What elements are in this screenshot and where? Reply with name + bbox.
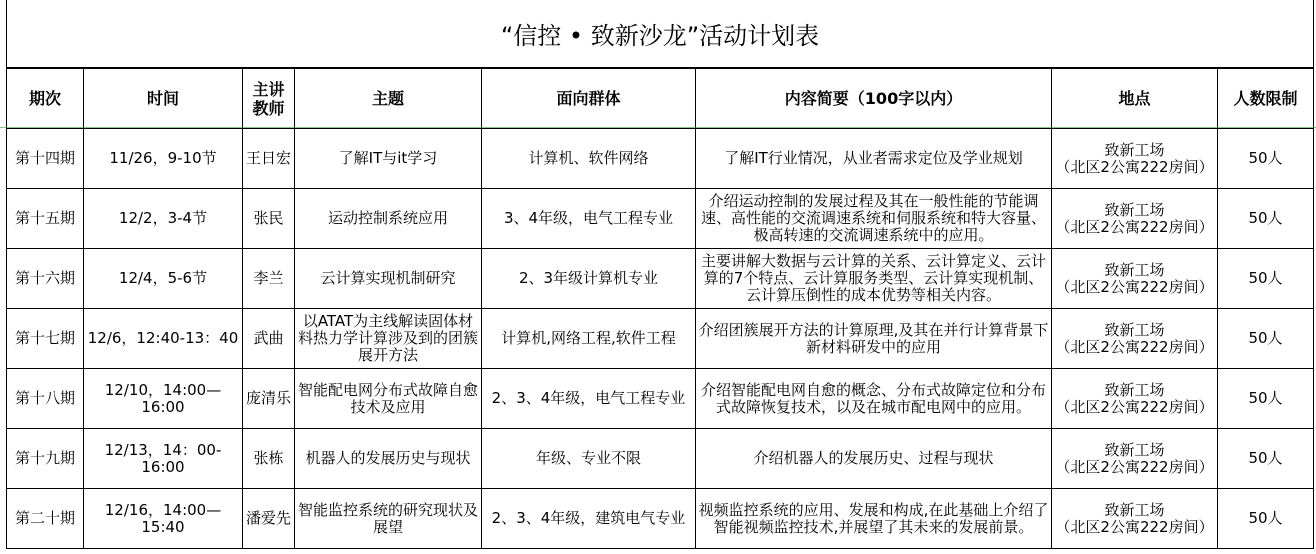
cell-content[interactable]: 主要讲解大数据与云计算的关系、云计算定义、云计算的7个特点、云计算服务类型、云计算实现机制、云计算压倒性的成本优势等相关内容。 [696,249,1052,309]
location-name: 致新工场 [1104,260,1165,279]
cell-time[interactable]: 12/4，5-6节 [84,249,243,309]
location-name: 致新工场 [1104,320,1165,339]
location-name: 致新工场 [1104,380,1165,399]
cell-topic[interactable]: 智能监控系统的研究现状及展望 [295,489,482,549]
cell-teacher[interactable]: 武曲 [243,309,295,369]
cell-topic[interactable]: 云计算实现机制研究 [295,249,482,309]
cell-period[interactable]: 第二十期 [7,489,84,549]
location-detail: （北区2公寓222房间） [1055,337,1214,356]
location-detail: （北区2公寓222房间） [1055,457,1214,476]
cell-location[interactable] [1052,309,1218,369]
cell-period[interactable]: 第十八期 [7,369,84,429]
cell-content[interactable]: 介绍智能配电网自愈的概念、分布式故障定位和分布式故障恢复技术，以及在城市配电网中的应用。 [696,369,1052,429]
cell-time[interactable]: 11/26，9-10节 [84,129,243,189]
cell-time[interactable]: 12/13，14：00-16:00 [84,429,243,489]
header-row [7,69,1314,129]
cell-location[interactable] [1052,489,1218,549]
cell-period[interactable]: 第十五期 [7,189,84,249]
cell-audience[interactable]: 计算机,网络工程,软件工程 [482,309,696,369]
header-content[interactable]: 内容简要（100字以内） [696,69,1052,129]
cell-location[interactable] [1052,429,1218,489]
cell-location[interactable] [1052,189,1218,249]
cell-time[interactable]: 12/10，14:00—16:00 [84,369,243,429]
cell-audience[interactable]: 年级、专业不限 [482,429,696,489]
table-row [7,189,1314,249]
cell-audience[interactable]: 3、4年级，电气工程专业 [482,189,696,249]
location-detail: （北区2公寓222房间） [1055,397,1214,416]
cell-period[interactable]: 第十九期 [7,429,84,489]
cell-location[interactable] [1052,249,1218,309]
header-teacher[interactable]: 主讲 教师 [243,69,295,129]
cell-time[interactable]: 12/16，14:00—15:40 [84,489,243,549]
cell-topic[interactable]: 智能配电网分布式故障自愈技术及应用 [295,369,482,429]
cell-audience[interactable]: 2、3、4年级，建筑电气专业 [482,489,696,549]
cell-teacher[interactable]: 李兰 [243,249,295,309]
table-row [7,489,1314,549]
cell-teacher[interactable]: 王日宏 [243,129,295,189]
location-name: 致新工场 [1104,500,1165,519]
cell-audience[interactable]: 计算机、软件网络 [482,129,696,189]
header-audience[interactable]: 面向群体 [482,69,696,129]
table-row [7,429,1314,489]
cell-teacher[interactable]: 庞清乐 [243,369,295,429]
location-detail: （北区2公寓222房间） [1055,517,1214,536]
header-limit[interactable]: 人数限制 [1218,69,1314,129]
location-detail: （北区2公寓222房间） [1055,157,1214,176]
header-topic[interactable]: 主题 [295,69,482,129]
cell-topic[interactable]: 运动控制系统应用 [295,189,482,249]
table-row [7,129,1314,189]
cell-limit[interactable]: 50人 [1218,309,1314,369]
cell-content[interactable]: 了解IT行业情况，从业者需求定位及学业规划 [696,129,1052,189]
cell-location[interactable] [1052,369,1218,429]
location-name: 致新工场 [1104,200,1165,219]
table-row [7,309,1314,369]
cell-content[interactable]: 介绍团簇展开方法的计算原理,及其在并行计算背景下新材料研发中的应用 [696,309,1052,369]
cell-limit[interactable]: 50人 [1218,129,1314,189]
header-time[interactable]: 时间 [84,69,243,129]
cell-content[interactable]: 介绍机器人的发展历史、过程与现状 [696,429,1052,489]
cell-teacher[interactable]: 潘爱先 [243,489,295,549]
spreadsheet [6,0,1314,554]
cell-content[interactable]: 介绍运动控制的发展过程及其在一般性能的节能调速、高性能的交流调速系统和伺服系统和特大容量、极高转速的交流调速系统中的应用。 [696,189,1052,249]
cell-topic[interactable]: 了解IT与it学习 [295,129,482,189]
table-row [7,369,1314,429]
cell-limit[interactable]: 50人 [1218,249,1314,309]
cell-time[interactable]: 12/2，3-4节 [84,189,243,249]
table-row [7,249,1314,309]
location-name: 致新工场 [1104,140,1165,159]
cell-teacher[interactable]: 张民 [243,189,295,249]
location-detail: （北区2公寓222房间） [1055,277,1214,296]
cell-time[interactable]: 12/6，12:40-13：40 [84,309,243,369]
cell-period[interactable]: 第十六期 [7,249,84,309]
cell-limit[interactable]: 50人 [1218,189,1314,249]
selection-gridline [0,127,1316,128]
cell-limit[interactable]: 50人 [1218,369,1314,429]
cell-audience[interactable]: 2、3年级计算机专业 [482,249,696,309]
cell-period[interactable]: 第十四期 [7,129,84,189]
header-location[interactable]: 地点 [1052,69,1218,129]
header-period[interactable]: 期次 [7,69,84,129]
cell-period[interactable]: 第十七期 [7,309,84,369]
cell-location[interactable] [1052,129,1218,189]
cell-topic[interactable]: 机器人的发展历史与现状 [295,429,482,489]
cell-content[interactable]: 视频监控系统的应用、发展和构成,在此基础上介绍了智能视频监控技术,并展望了其未来的发展前景。 [696,489,1052,549]
cell-limit[interactable]: 50人 [1218,429,1314,489]
sheet-title[interactable]: “信控 • 致新沙龙”活动计划表 [6,0,1314,68]
cell-audience[interactable]: 2、3、4年级，电气工程专业 [482,369,696,429]
cell-limit[interactable]: 50人 [1218,489,1314,549]
location-detail: （北区2公寓222房间） [1055,217,1214,236]
cell-teacher[interactable]: 张栋 [243,429,295,489]
cell-topic[interactable]: 以ATAT为主线解读固体材料热力学计算涉及到的团簇展开方法 [295,309,482,369]
schedule-table [6,68,1314,549]
location-name: 致新工场 [1104,440,1165,459]
